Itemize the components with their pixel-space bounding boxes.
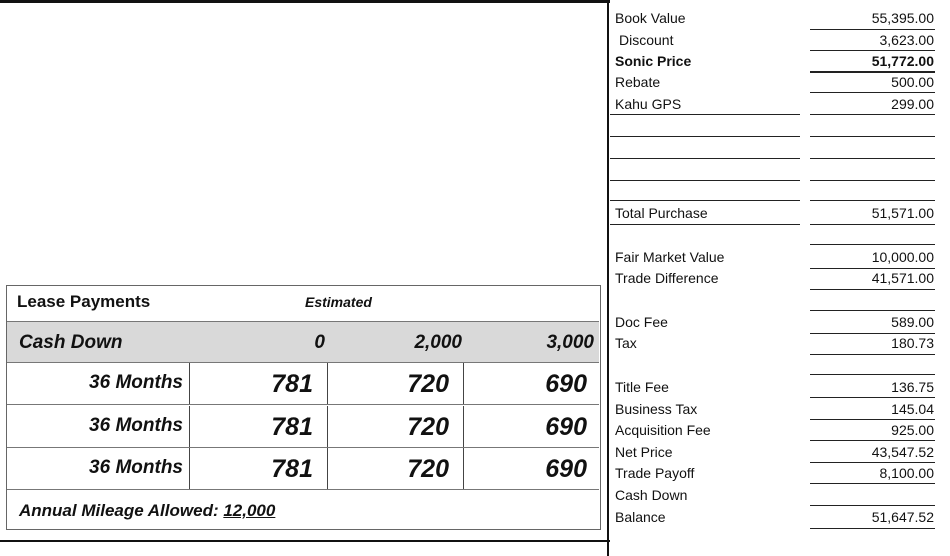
blank-line (810, 374, 935, 375)
underline (610, 224, 800, 225)
lease-payment: 690 (545, 455, 587, 483)
title-fee-label: Title Fee (615, 379, 669, 395)
underline (610, 114, 800, 115)
blank-line (810, 244, 935, 245)
cash-down-option: 3,000 (546, 332, 594, 353)
blank-line (810, 200, 935, 201)
sonic-price-value: 51,772.00 (871, 53, 934, 69)
lease-payment: 690 (545, 370, 587, 398)
blank-line (810, 180, 935, 181)
underline (810, 354, 935, 355)
lease-payment: 781 (190, 406, 328, 447)
top-rule (0, 0, 610, 3)
balance-value: 51,647.52 (871, 509, 934, 525)
lease-payments-box (6, 285, 601, 530)
underline (810, 114, 935, 115)
trade-payoff-label: Trade Payoff (615, 465, 695, 481)
net-price-value: 43,547.52 (871, 444, 934, 460)
lease-payment: 690 (545, 413, 587, 441)
lease-payment: 781 (190, 363, 328, 404)
underline (810, 92, 935, 93)
cash-down-header-label: Cash Down (19, 332, 123, 353)
underline (810, 528, 935, 529)
lease-payment: 720 (328, 363, 464, 404)
underline (810, 268, 935, 269)
blank-line (610, 200, 800, 201)
estimated-label: Estimated (305, 294, 372, 310)
lease-payment: 781 (190, 448, 328, 489)
acquisition-fee-label: Acquisition Fee (615, 422, 711, 438)
lease-payment: 720 (328, 448, 464, 489)
underline (810, 483, 935, 484)
lease-row (7, 448, 599, 490)
cash-down-option: 2,000 (414, 332, 462, 353)
cash-down-summary-label: Cash Down (615, 487, 688, 503)
blank-line (810, 310, 935, 311)
discount-label: Discount (619, 32, 674, 48)
blank-line (610, 158, 800, 159)
doc-fee-label: Doc Fee (615, 314, 668, 330)
tax-value: 180.73 (891, 335, 934, 351)
doc-fee-value: 589.00 (891, 314, 934, 330)
blank-line (610, 180, 800, 181)
annual-mileage-label: Annual Mileage Allowed: (19, 501, 219, 520)
rebate-label: Rebate (615, 74, 661, 90)
underline (810, 71, 935, 73)
rebate-value: 500.00 (891, 74, 934, 90)
discount-value: 3,623.00 (879, 32, 934, 48)
sonic-price-label: Sonic Price (615, 53, 692, 69)
annual-mileage-value: 12,000 (223, 501, 276, 520)
annual-mileage (19, 501, 275, 521)
lease-term: 36 Months (7, 448, 190, 489)
underline (810, 419, 935, 420)
kahu-gps-label: Kahu GPS (615, 96, 682, 112)
balance-label: Balance (615, 509, 666, 525)
underline (810, 462, 935, 463)
trade-payoff-value: 8,100.00 (879, 465, 934, 481)
total-purchase-label: Total Purchase (615, 205, 708, 221)
column-divider (607, 0, 609, 556)
underline (810, 440, 935, 441)
fair-market-value-label: Fair Market Value (615, 249, 725, 265)
lease-term: 36 Months (7, 406, 190, 447)
underline (810, 289, 935, 290)
blank-line (810, 158, 935, 159)
blank-line (810, 136, 935, 137)
business-tax-label: Business Tax (615, 401, 698, 417)
lease-payment: 720 (328, 406, 464, 447)
cash-down-option: 0 (314, 332, 325, 353)
book-value: 55,395.00 (871, 10, 934, 26)
acquisition-fee-value: 925.00 (891, 422, 934, 438)
lease-row (7, 363, 599, 405)
trade-difference-label: Trade Difference (615, 270, 719, 286)
total-purchase-value: 51,571.00 (871, 205, 934, 221)
underline (810, 505, 935, 506)
trade-difference-value: 41,571.00 (871, 270, 934, 286)
underline (810, 397, 935, 398)
book-value-label: Book Value (615, 10, 686, 26)
cash-down-header-row (7, 321, 599, 363)
lease-title: Lease Payments (17, 292, 151, 311)
kahu-gps-value: 299.00 (891, 96, 934, 112)
underline (810, 224, 935, 225)
blank-line (610, 136, 800, 137)
title-fee-value: 136.75 (891, 379, 934, 395)
underline (810, 50, 935, 51)
net-price-label: Net Price (615, 444, 673, 460)
underline (810, 29, 935, 30)
fair-market-value: 10,000.00 (871, 249, 934, 265)
business-tax-value: 145.04 (891, 401, 934, 417)
lease-row (7, 406, 599, 448)
bottom-rule (0, 540, 610, 542)
underline (810, 333, 935, 334)
tax-label: Tax (615, 335, 637, 351)
lease-term: 36 Months (7, 363, 190, 404)
